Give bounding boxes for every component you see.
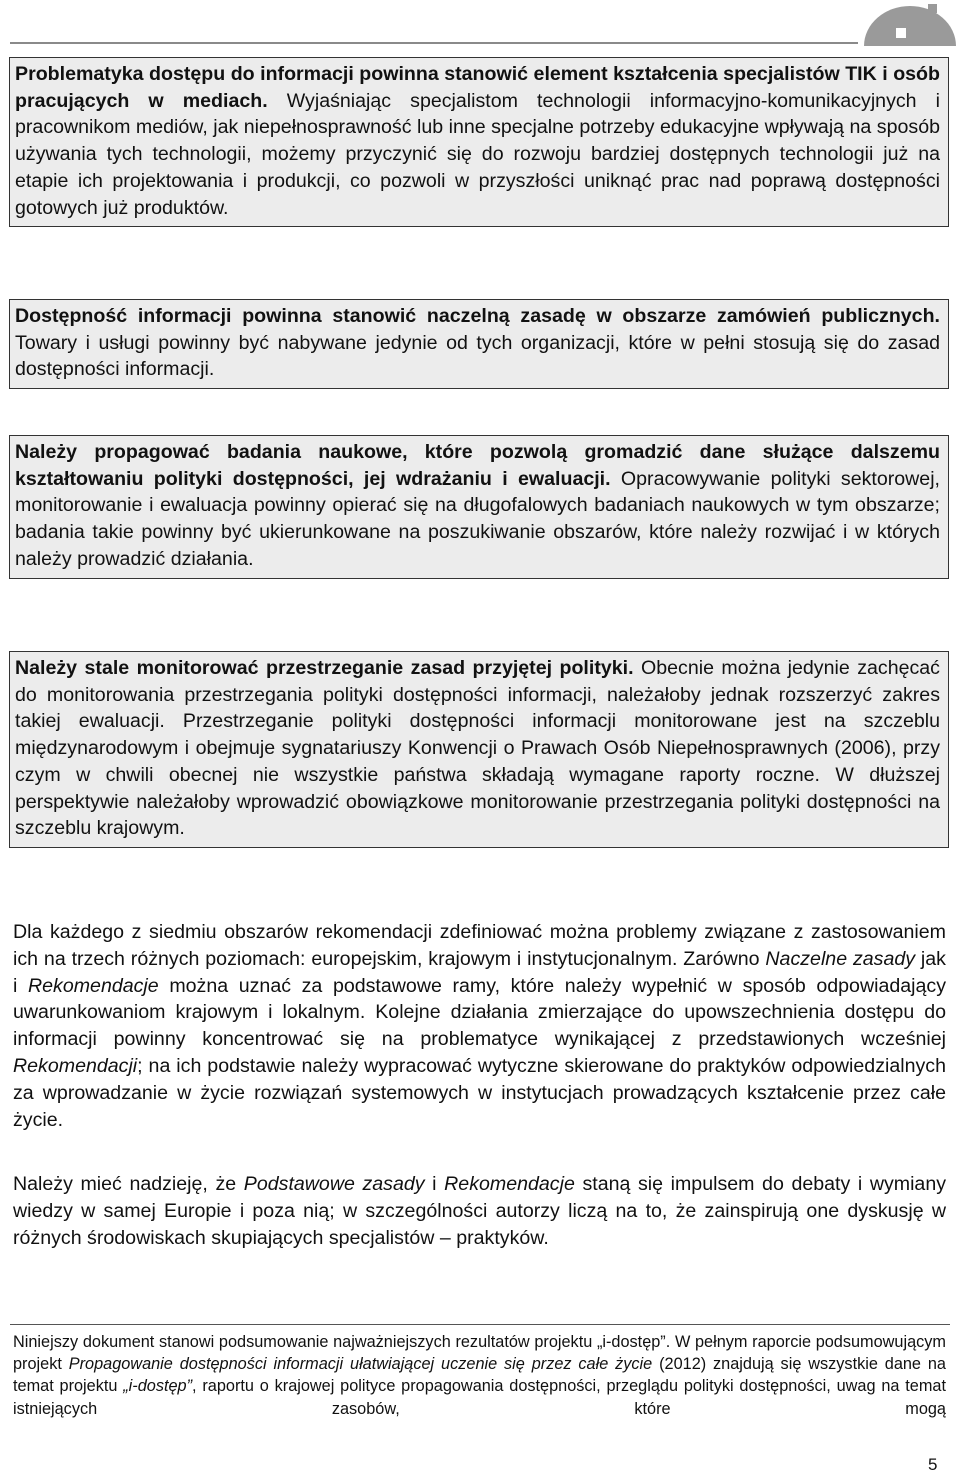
footnote: Niniejszy dokument stanowi podsumowanie najważniejszych rezultatów projektu „i-dostęp”. W pełnym raporcie podsumowującym projekt Propagowanie dostępności informacji ułatwiającej uczenie się przez całe życie (2012) znajdują się wszystkie dane na temat projektu „i-dostęp”, raportu o krajowej polityce propagowania dostępności, przeglądu polityki dostępności, uwag na temat istniejących zasobów, które mogą	[13, 1333, 946, 1418]
box-text: Wyjaśniając specjalistom technologii informacyjno-komunikacyjnych i pracownikom mediów, jak niepełnosprawność lub inne specjalne potrzeby edukacyjne wpływają na sposób używania tych technologii, możemy przyczynić się do rozwoju bardziej dostępnych technologii już na etapie ich projektowania i produkcji, co pozwoli w przyszłości uniknąć prac nad poprawą dostępności gotowych już produktów.	[15, 89, 940, 219]
box-heading: Dostępność informacji powinna stanowić naczelną zasadę w obszarze zamówień publicznych.	[15, 305, 940, 327]
footnote-rule	[10, 1324, 950, 1325]
box-text: Obecnie można jedynie zachęcać do monitorowania przestrzegania polityki dostępności informacji, należałoby jednak rozszerzyć zakres takiej ewaluacji. Przestrzeganie polityki dostępności informacji monitorowane jest na szczeblu międzynarodowym i obejmuje sygnatariuszy Konwencji o Prawach Osób Niepełnosprawnych (2006), przy czym w chwili obecnej nie wszystkie państwa składają wymagane raporty roczne. W dłuższej perspektywie należałoby wprowadzić obowiązkowe monitorowanie przestrzegania polityki dostępności na szczeblu krajowym.	[15, 657, 940, 840]
recommendation-box-procurement	[9, 299, 949, 389]
header-rule	[10, 42, 858, 44]
recommendation-box-research	[9, 435, 949, 579]
box-heading: Należy stale monitorować przestrzeganie zasad przyjętej polityki.	[15, 657, 634, 679]
body-paragraph-hope: Należy mieć nadzieję, że Podstawowe zasady i Rekomendacje staną się impulsem do debaty i wymiany wiedzy w samej Europie i poza nią; w szczególności autorzy liczą na to, że zainspirują one dyskusję w różnych środowiskach skupiających specjalistów – praktyków.	[13, 1173, 947, 1249]
box-heading: Problematyka dostępu do informacji powinna stanowić element kształcenia specjalistów TIK i osób pracujących w mediach.	[15, 63, 940, 112]
page-number: 5	[928, 1455, 938, 1474]
box-text: Towary i usługi powinny być nabywane jedynie od tych organizacji, które w pełni stosują się do zasad dostępności informacji.	[15, 331, 940, 381]
recommendation-box-training	[9, 57, 949, 227]
box-text: Opracowywanie polityki sektorowej, monitorowanie i ewaluacja powinny opierać się na długofalowych badaniach naukowych w tym obszarze; badania takie powinny być ukierunkowane na poszukiwanie obszarów, które należy rozwijać i w których należy prowadzić działania.	[15, 467, 940, 570]
body-paragraph-areas: Dla każdego z siedmiu obszarów rekomendacji zdefiniować można problemy związane z zastosowaniem ich na trzech różnych poziomach: europejskim, krajowym i instytucjonalnym. Zarówno Naczelne zasady jak i Rekomendacje można uznać za podstawowe ramy, które należy wypełnić w sposób odpowiadający uwarunkowaniom krajowym i lokalnym. Kolejne działania zmierzające do upowszechnienia dostępu do informacji powinny koncentrować się na problematyce wynikającej z przedstawionych wcześniej Rekomendacji; na ich podstawie należy wypracować wytyczne skierowane do praktyków odpowiedzialnych za wprowadzanie w życie rozwiązań systemowych w instytucjach prowadzących kształcenie przez całe życie.	[13, 921, 946, 1131]
i-logo-icon	[862, 2, 958, 46]
recommendation-box-monitoring	[9, 651, 949, 848]
box-heading: Należy propagować badania naukowe, które pozwolą gromadzić dane służące dalszemu kształtowaniu polityki dostępności, jej wdrażaniu i ewaluacji.	[15, 441, 940, 490]
